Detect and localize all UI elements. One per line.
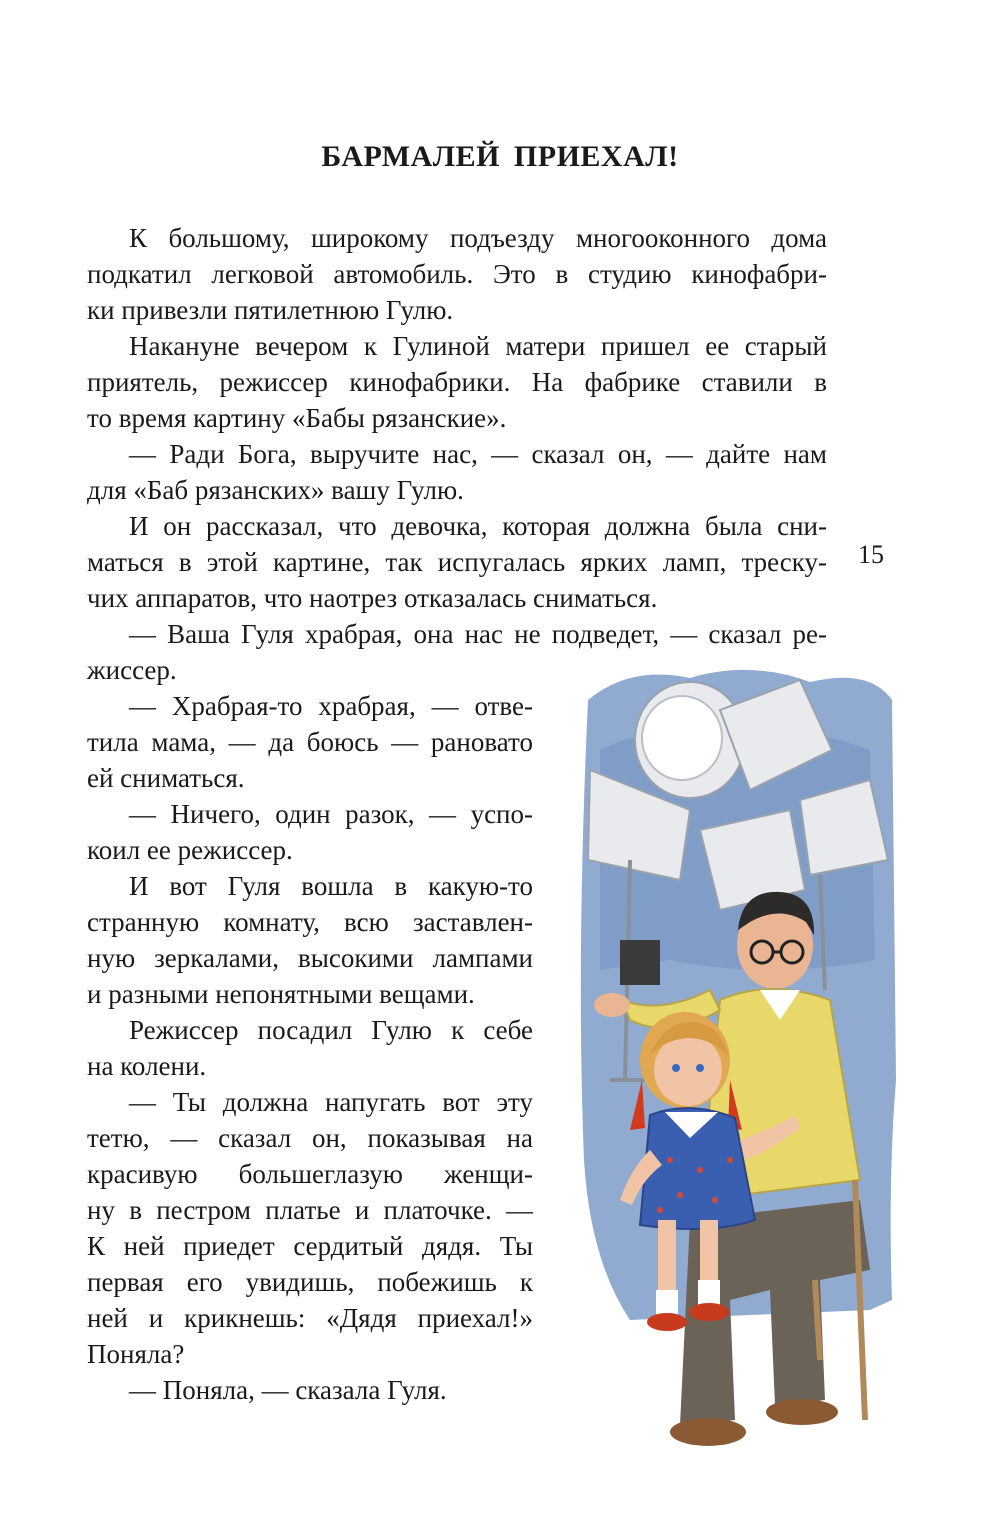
text-line: тила мама, — да боюсь — рановато [87,727,533,757]
text-line: тетю, — сказал он, показывая на [87,1123,533,1153]
text-line: Поняла? [87,1339,185,1369]
text-line: Накануне вечером к Гулиной матери пришел ее старый [129,331,827,361]
text-line: ную зеркалами, высокими лампами [87,943,533,973]
text-line: чих аппаратов, что наотрез отказалась сниматься. [87,583,658,613]
text-line: первая его увидишь, побежишь к [87,1267,533,1297]
film-studio-illustration [570,660,900,1460]
text-line: коил ее режиссер. [87,835,293,865]
text-line: то время картину «Бабы рязанские». [87,403,507,433]
text-line: — Поняла, — сказала Гуля. [129,1375,447,1405]
text-line: для «Баб рязанских» вашу Гулю. [87,475,464,505]
text-line: ну в пестром платье и платочке. — [87,1195,533,1225]
text-line: странную комнату, всю заставлен- [87,907,533,937]
text-line: и разными непонятными вещами. [87,979,475,1009]
text-line: красивую большеглазую женщи- [87,1159,533,1189]
text-line: подкатил легковой автомобиль. Это в студию кинофабри- [87,259,827,289]
text-line: приятель, режиссер кинофабрики. На фабрике ставили в [87,367,827,397]
text-line: — Ради Бога, выручите нас, — сказал он, — дайте нам [129,439,827,469]
text-line: на колени. [87,1051,207,1081]
text-line: — Ты должна напугать вот эту [129,1087,533,1117]
text-line: И вот Гуля вошла в какую-то [129,871,533,901]
text-line: — Храбрая-то храбрая, — отве- [129,691,533,721]
text-line: маться в этой картине, так испугалась ярких ламп, треску- [87,547,827,577]
text-line: — Ничего, один разок, — успо- [129,799,533,829]
chapter-title: БАРМАЛЕЙ ПРИЕХАЛ! [321,140,679,173]
text-line: Режиссер посадил Гулю к себе [129,1015,533,1045]
page-number: 15 [858,540,884,569]
text-line: И он рассказал, что девочка, которая должна была сни- [129,511,827,541]
text-line: ней и крикнешь: «Дядя приехал!» [87,1303,533,1333]
text-line: К ней приедет сердитый дядя. Ты [87,1231,533,1261]
text-line: ки привезли пятилетнюю Гулю. [87,295,454,325]
text-line: К большому, широкому подъезду многооконного дома [129,223,827,253]
text-line: жиссер. [87,655,177,685]
text-line: — Ваша Гуля храбрая, она нас не подведет, — сказал ре- [129,619,827,649]
text-line: ей сниматься. [87,763,245,793]
